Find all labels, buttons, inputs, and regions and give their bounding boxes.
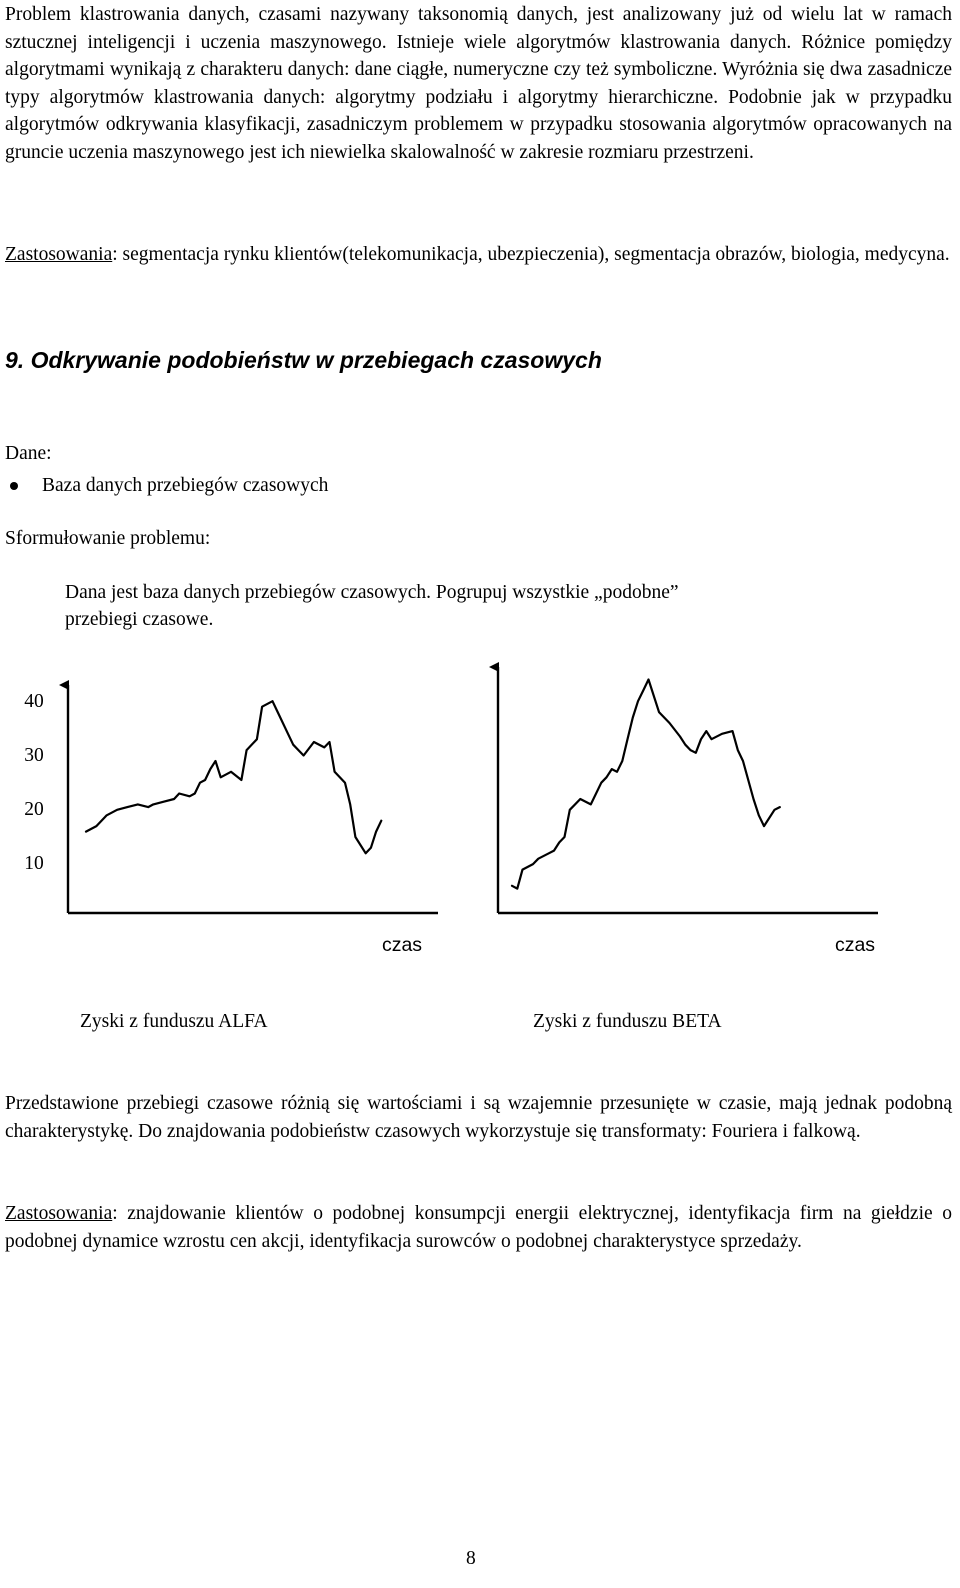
given-label: Dane: xyxy=(5,443,52,464)
time-series-figure xyxy=(0,655,960,985)
given-item: Baza danych przebiegów czasowych xyxy=(42,475,329,496)
conclusion-paragraph: Przedstawione przebiegi czasowe różnią się wartościami i są wzajemnie przesunięte w czasie, mają jednak podobną charakterystykę. Do znajdowania podobieństw czasowych wykorzystuje się transformaty: Fouriera i falkową. xyxy=(5,1093,952,1142)
y-tick-label: 40 xyxy=(24,691,44,712)
caption-beta: Zyski z funduszu BETA xyxy=(533,1011,722,1032)
series-line-1 xyxy=(86,701,381,853)
applications-text-2: : znajdowanie klientów o podobnej konsumpcji energii elektrycznej, identyfikacja firm na giełdzie o podobnej dynamice wzrostu cen akcji, identyfikacja surowców o podobnej charakterystyce sprzedaży. xyxy=(5,1203,952,1252)
y-tick-label: 10 xyxy=(24,853,44,874)
intro-paragraph: Problem klastrowania danych, czasami nazywany taksonomią danych, jest analizowany już od wielu lat w ramach sztucznej inteligencji i uczenia maszynowego. Istnieje wiele algorytmów klastrowania danych. Różnice pomiędzy algorytmami wynikają z charakteru danych: dane ciągłe, numeryczne czy też symboliczne. Wyróżnia się dwa zasadnicze typy algorytmów klastrowania danych: algorytmy podziału i algorytmy hierarchiczne. Podobnie jak w przypadku algorytmów odkrywania klasyfikacji, zasadniczym problemem w przypadku stosowania algorytmów opracowanych na gruncie uczenia maszynowego jest ich niewielka skalowalność w zakresie rozmiaru przestrzeni. xyxy=(5,4,952,163)
problem-statement-line-1: Dana jest baza danych przebiegów czasowych. Pogrupuj wszystkie „podobne” xyxy=(65,582,679,603)
y-tick-label: 30 xyxy=(24,745,44,766)
applications-paragraph-1 xyxy=(5,241,952,269)
y-tick-label: 20 xyxy=(24,799,44,820)
problem-statement-line-2: przebiegi czasowe. xyxy=(65,609,214,630)
page-number: 8 xyxy=(466,1548,476,1569)
applications-label-2: Zastosowania xyxy=(5,1203,113,1224)
problem-label: Sformułowanie problemu: xyxy=(5,528,211,549)
applications-paragraph-2 xyxy=(5,1200,952,1255)
caption-alfa: Zyski z funduszu ALFA xyxy=(80,1011,268,1032)
applications-text-1: : segmentacja rynku klientów(telekomunikacja, ubezpieczenia), segmentacja obrazów, biologia, medycyna. xyxy=(112,244,950,265)
x-axis-label-2: czas xyxy=(834,934,876,956)
applications-label-1: Zastosowania xyxy=(5,244,113,265)
x-axis-label-1: czas xyxy=(381,934,423,956)
bullet-icon xyxy=(10,482,18,490)
series-line-2 xyxy=(512,680,780,889)
section-heading: 9. Odkrywanie podobieństw w przebiegach czasowych xyxy=(5,347,602,373)
